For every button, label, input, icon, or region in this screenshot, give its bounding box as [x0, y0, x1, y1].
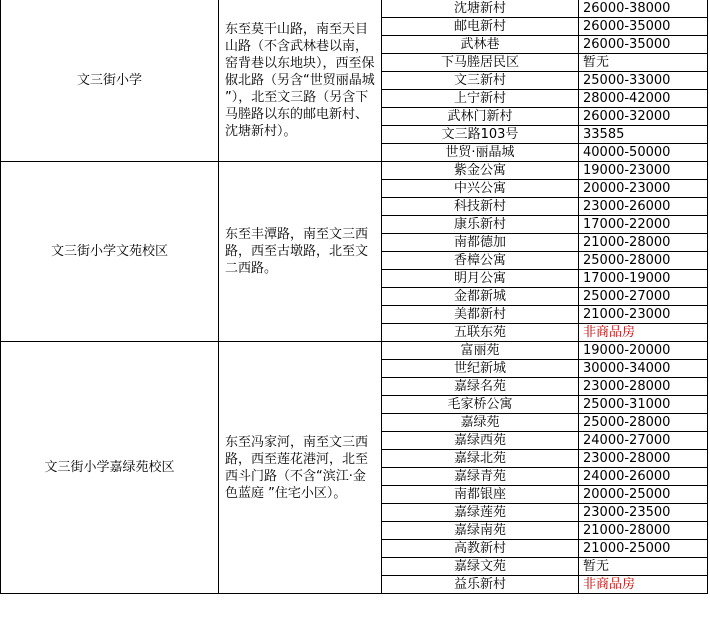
- community-cell: 明月公寓: [382, 270, 579, 288]
- price-cell: 23000-23500: [579, 504, 708, 522]
- school-name-cell: 文三街小学: [1, 0, 219, 162]
- community-cell: 武林门新村: [382, 108, 579, 126]
- table-row: [1, 162, 708, 180]
- community-cell: 嘉绿西苑: [382, 432, 579, 450]
- price-cell: 21000-23000: [579, 306, 708, 324]
- community-cell: 紫金公寓: [382, 162, 579, 180]
- price-cell: 17000-22000: [579, 216, 708, 234]
- community-cell: 下马塍居民区: [382, 54, 579, 72]
- district-range-cell: 东至莫干山路，南至天目山路（不含武林巷以南，窑背巷以东地块），西至保俶北路（另含“世贸丽晶城 ”），北至文三路（另含下马塍路以东的邮电新村、沈塘新村）。: [219, 0, 382, 162]
- price-cell: 非商品房: [579, 576, 708, 594]
- community-cell: 文三路103号: [382, 126, 579, 144]
- price-cell: 26000-38000: [579, 0, 708, 18]
- community-cell: 毛家桥公寓: [382, 396, 579, 414]
- price-cell: 23000-28000: [579, 450, 708, 468]
- price-cell: 19000-20000: [579, 342, 708, 360]
- price-cell: 25000-28000: [579, 252, 708, 270]
- price-cell: 23000-26000: [579, 198, 708, 216]
- community-cell: 嘉绿名苑: [382, 378, 579, 396]
- community-cell: 上宁新村: [382, 90, 579, 108]
- community-cell: 美都新村: [382, 306, 579, 324]
- price-cell: 24000-27000: [579, 432, 708, 450]
- price-cell: 23000-28000: [579, 378, 708, 396]
- community-cell: 中兴公寓: [382, 180, 579, 198]
- community-cell: 嘉绿南苑: [382, 522, 579, 540]
- community-cell: 嘉绿莲苑: [382, 504, 579, 522]
- price-cell: 26000-35000: [579, 36, 708, 54]
- price-cell: 暂无: [579, 54, 708, 72]
- price-cell: 暂无: [579, 558, 708, 576]
- price-cell: 30000-34000: [579, 360, 708, 378]
- community-cell: 五联东苑: [382, 324, 579, 342]
- district-range-cell: 东至冯家河，南至文三西路，西至莲花港河，北至西斗门路（不含“滨江·金色蓝庭 ”住宅小区）。: [219, 342, 382, 594]
- community-cell: 高教新村: [382, 540, 579, 558]
- community-cell: 文三新村: [382, 72, 579, 90]
- price-cell: 25000-31000: [579, 396, 708, 414]
- community-cell: 康乐新村: [382, 216, 579, 234]
- school-name-cell: 文三街小学嘉绿苑校区: [1, 342, 219, 594]
- table-row: [1, 342, 708, 360]
- community-cell: 益乐新村: [382, 576, 579, 594]
- price-cell: 21000-28000: [579, 522, 708, 540]
- community-cell: 世纪新城: [382, 360, 579, 378]
- price-cell: 20000-25000: [579, 486, 708, 504]
- price-cell: 24000-26000: [579, 468, 708, 486]
- price-cell: 28000-42000: [579, 90, 708, 108]
- price-cell: 19000-23000: [579, 162, 708, 180]
- price-cell: 25000-27000: [579, 288, 708, 306]
- community-cell: 武林巷: [382, 36, 579, 54]
- price-cell: 26000-35000: [579, 18, 708, 36]
- community-cell: 嘉绿青苑: [382, 468, 579, 486]
- price-cell: 20000-23000: [579, 180, 708, 198]
- community-cell: 金都新城: [382, 288, 579, 306]
- community-cell: 南都德加: [382, 234, 579, 252]
- price-cell: 17000-19000: [579, 270, 708, 288]
- community-cell: 嘉绿文苑: [382, 558, 579, 576]
- district-range-cell: 东至丰潭路，南至文三西路，西至古墩路，北至文二西路。: [219, 162, 382, 342]
- community-cell: 邮电新村: [382, 18, 579, 36]
- community-cell: 世贸·丽晶城: [382, 144, 579, 162]
- community-cell: 沈塘新村: [382, 0, 579, 18]
- price-cell: 21000-25000: [579, 540, 708, 558]
- price-cell: 21000-28000: [579, 234, 708, 252]
- community-cell: 科技新村: [382, 198, 579, 216]
- price-cell: 非商品房: [579, 324, 708, 342]
- table-body: [1, 0, 708, 594]
- school-name-cell: 文三街小学文苑校区: [1, 162, 219, 342]
- price-cell: 26000-32000: [579, 108, 708, 126]
- price-cell: 40000-50000: [579, 144, 708, 162]
- price-cell: 25000-33000: [579, 72, 708, 90]
- community-cell: 嘉绿苑: [382, 414, 579, 432]
- community-cell: 香樟公寓: [382, 252, 579, 270]
- table-row: [1, 0, 708, 18]
- community-cell: 南都银座: [382, 486, 579, 504]
- price-cell: 25000-28000: [579, 414, 708, 432]
- community-cell: 嘉绿北苑: [382, 450, 579, 468]
- community-cell: 富丽苑: [382, 342, 579, 360]
- price-cell: 33585: [579, 126, 708, 144]
